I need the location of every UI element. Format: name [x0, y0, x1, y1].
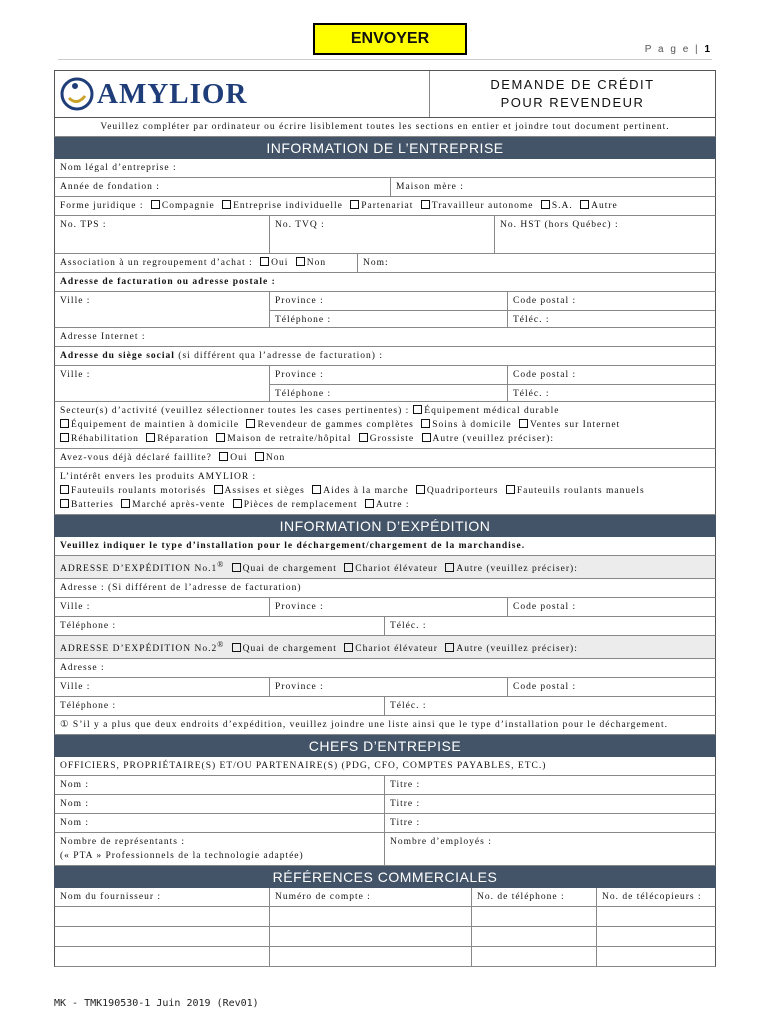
exp1-telephone-field[interactable]: Téléphone :: [55, 617, 385, 635]
section-expedition: INFORMATION D’EXPÉDITION: [54, 515, 716, 537]
checkbox[interactable]: [344, 563, 353, 572]
ville-field[interactable]: Ville :: [55, 292, 270, 327]
checkbox[interactable]: [422, 433, 431, 442]
form-header: [54, 70, 716, 118]
ref-cell[interactable]: [597, 907, 715, 926]
adresse-internet-field[interactable]: Adresse Internet :: [60, 332, 146, 342]
title-line2: POUR REVENDEUR: [500, 95, 645, 110]
expedition-note: ① S’il y a plus que deux endroits d’expédition, veuillez joindre une liste ainsi que le type d’installation pour le déchargement.: [60, 720, 669, 731]
interet-produits: L’intérêt envers les produits AMYLIOR : Fauteuils roulants motorisés Assises et sièges Aides à la marche Quadriporteurs Fauteuils roulants manuels Batteries Marché après-vente Pièces de remplacement Autre :: [60, 472, 645, 510]
exp2-ville-field[interactable]: Ville :: [55, 678, 270, 696]
exp1-telec-field[interactable]: Téléc. :: [390, 621, 427, 632]
siege-code-col: [508, 366, 715, 401]
footer-code: MK - TMK190530-1 Juin 2019 (Rev01): [54, 998, 259, 1009]
checkbox[interactable]: [312, 485, 321, 494]
ref-cell[interactable]: [472, 927, 597, 946]
chef3-nom-field[interactable]: Nom :: [55, 814, 385, 832]
ref-cell[interactable]: [55, 907, 270, 926]
chef1-nom-field[interactable]: Nom :: [55, 776, 385, 794]
siege-province-field[interactable]: Province :: [270, 366, 507, 385]
title-line1: DEMANDE DE CRÉDIT: [490, 77, 655, 92]
checkbox[interactable]: [260, 257, 269, 266]
code-postal-field[interactable]: Code postal :: [508, 292, 715, 311]
ref-cell[interactable]: [597, 927, 715, 946]
envoyer-button[interactable]: ENVOYER: [313, 23, 467, 55]
checkbox[interactable]: [232, 643, 241, 652]
form-title: [430, 71, 715, 117]
ref-row: [54, 907, 716, 927]
ref-cell[interactable]: [472, 947, 597, 966]
checkbox[interactable]: [413, 405, 422, 414]
association-nom-field[interactable]: Nom:: [363, 258, 389, 268]
wheelchair-logo-icon: [59, 76, 95, 112]
annee-fondation-field[interactable]: Année de fondation :: [55, 178, 391, 196]
code-telec-col: [508, 292, 715, 327]
checkbox[interactable]: [214, 485, 223, 494]
checkbox[interactable]: [421, 419, 430, 428]
checkbox[interactable]: [60, 485, 69, 494]
checkbox[interactable]: [255, 452, 264, 461]
checkbox[interactable]: [365, 499, 374, 508]
checkbox[interactable]: [121, 499, 130, 508]
checkbox[interactable]: [580, 200, 589, 209]
checkbox[interactable]: [519, 419, 528, 428]
ref-cell[interactable]: [597, 947, 715, 966]
ref-row: [54, 947, 716, 967]
checkbox[interactable]: [60, 419, 69, 428]
ref-row: [54, 927, 716, 947]
info-icon: ①: [60, 720, 70, 731]
ref-cell[interactable]: [472, 907, 597, 926]
section-references: RÉFÉRENCES COMMERCIALES: [54, 866, 716, 888]
siege-telephone-field[interactable]: Téléphone :: [275, 389, 332, 399]
exp2-code-postal-field[interactable]: Code postal :: [513, 682, 577, 693]
faillite-row: Avez-vous déjà déclaré faillite? Oui Non: [60, 453, 286, 463]
chefs-intro: OFFICIERS, PROPRIÉTAIRE(S) ET/OU PARTENAIRE(S) (PDG, CFO, COMPTES PAYABLES, ETC.): [60, 761, 547, 772]
checkbox[interactable]: [216, 433, 225, 442]
ref-cell[interactable]: [270, 907, 472, 926]
checkbox[interactable]: [233, 499, 242, 508]
checkbox[interactable]: [445, 563, 454, 572]
logo-wordmark: AMYLIOR: [97, 77, 248, 110]
adresse-expedition-2: ADRESSE D’EXPÉDITION No.2® Quai de chargement Chariot élévateur Autre (veuillez préciser):: [60, 640, 578, 655]
siege-ville-field[interactable]: Ville :: [55, 366, 270, 401]
exp2-telephone-field[interactable]: Téléphone :: [55, 697, 385, 715]
checkbox[interactable]: [60, 499, 69, 508]
checkbox[interactable]: [296, 257, 305, 266]
adresse-facturation-label: Adresse de facturation ou adresse postale :: [60, 277, 276, 287]
section-chefs: CHEFS D’ENTREPISE: [54, 735, 716, 757]
adresse-expedition-1: ADRESSE D’EXPÉDITION No.1® Quai de chargement Chariot élévateur Autre (veuillez préciser):: [60, 560, 578, 575]
exp1-code-postal-field[interactable]: Code postal :: [513, 602, 577, 613]
checkbox[interactable]: [421, 200, 430, 209]
exp1-adresse-field[interactable]: Adresse : (Si différent de l’adresse de facturation): [60, 583, 302, 594]
association-row: Association à un regroupement d’achat : Oui Non: [55, 254, 358, 272]
nom-legal-field[interactable]: Nom légal d’entreprise :: [60, 163, 177, 173]
checkbox[interactable]: [416, 485, 425, 494]
chef2-titre-field[interactable]: Titre :: [390, 799, 421, 810]
province-field[interactable]: Province :: [270, 292, 507, 311]
exp1-ville-field[interactable]: Ville :: [55, 598, 270, 616]
province-telephone-col: [270, 292, 508, 327]
instructions-row: [54, 118, 716, 137]
checkbox[interactable]: [344, 643, 353, 652]
amylior-logo: [55, 71, 430, 117]
checkbox[interactable]: [232, 563, 241, 572]
checkbox[interactable]: [146, 433, 155, 442]
ref-cell[interactable]: [55, 927, 270, 946]
section-entreprise: INFORMATION DE L’ENTREPRISE: [54, 137, 716, 159]
employes-field[interactable]: Nombre d’employés :: [390, 837, 492, 848]
credit-form: [54, 70, 716, 967]
ref-cell[interactable]: [270, 947, 472, 966]
ref-compte-header: Numéro de compte :: [270, 888, 472, 906]
checkbox[interactable]: [359, 433, 368, 442]
exp2-adresse-field[interactable]: Adresse :: [60, 663, 105, 674]
maison-mere-field[interactable]: Maison mère :: [396, 182, 464, 192]
tvq-field[interactable]: No. TVQ :: [270, 216, 495, 253]
checkbox[interactable]: [506, 485, 515, 494]
checkbox[interactable]: [246, 419, 255, 428]
hst-field[interactable]: No. HST (hors Québec) :: [500, 220, 619, 230]
tps-field[interactable]: No. TPS :: [55, 216, 270, 253]
ref-telecopieur-header: No. de télécopieurs :: [602, 892, 702, 903]
checkbox[interactable]: [350, 200, 359, 209]
ref-cell[interactable]: [55, 947, 270, 966]
checkbox[interactable]: [151, 200, 160, 209]
checkbox[interactable]: [541, 200, 550, 209]
exp1-province-field[interactable]: Province :: [270, 598, 508, 616]
telephone-field[interactable]: Téléphone :: [275, 315, 332, 325]
exp2-telec-field[interactable]: Téléc. :: [390, 701, 427, 712]
siege-social-label: Adresse du siège social (si différent qua l’adresse de facturation) :: [60, 351, 383, 361]
exp2-province-field[interactable]: Province :: [270, 678, 508, 696]
telec-field[interactable]: Téléc. :: [513, 315, 550, 325]
chef1-titre-field[interactable]: Titre :: [390, 780, 421, 791]
siege-code-postal-field[interactable]: Code postal :: [508, 366, 715, 385]
expedition-intro: Veuillez indiquer le type d’installation pour le déchargement/chargement de la marchandise.: [60, 541, 526, 551]
forme-juridique-row: Forme juridique : Compagnie Entreprise individuelle Partenariat Travailleur autonome S.A. Autre: [60, 201, 618, 211]
checkbox[interactable]: [219, 452, 228, 461]
page-number: P a g e | 1: [644, 44, 712, 55]
siege-province-col: [270, 366, 508, 401]
secteurs-activite: Secteur(s) d’activité (veuillez sélectionner toutes les cases pertinentes) : Équipement médical durable Équipement de maintien à domicile Revendeur de gammes complètes Soins à domicile Ventes sur Internet Réhabilitation Réparation Maison de retraite/hôpital Grossiste Autre (veuillez préciser):: [60, 406, 621, 444]
chef3-titre-field[interactable]: Titre :: [390, 818, 421, 829]
representants-field[interactable]: Nombre de représentants : (« PTA » Professionnels de la technologie adaptée): [55, 833, 385, 865]
header-rule: [58, 59, 712, 60]
instructions: Veuillez compléter par ordinateur ou écrire lisiblement toutes les sections en entier et joindre tout document pertinent.: [100, 122, 670, 132]
ref-cell[interactable]: [270, 927, 472, 946]
chef2-nom-field[interactable]: Nom :: [55, 795, 385, 813]
siege-telec-field[interactable]: Téléc. :: [513, 389, 550, 399]
ref-telephone-header: No. de téléphone :: [472, 888, 597, 906]
checkbox[interactable]: [60, 433, 69, 442]
checkbox[interactable]: [222, 200, 231, 209]
ref-fournisseur-header: Nom du fournisseur :: [55, 888, 270, 906]
checkbox[interactable]: [445, 643, 454, 652]
